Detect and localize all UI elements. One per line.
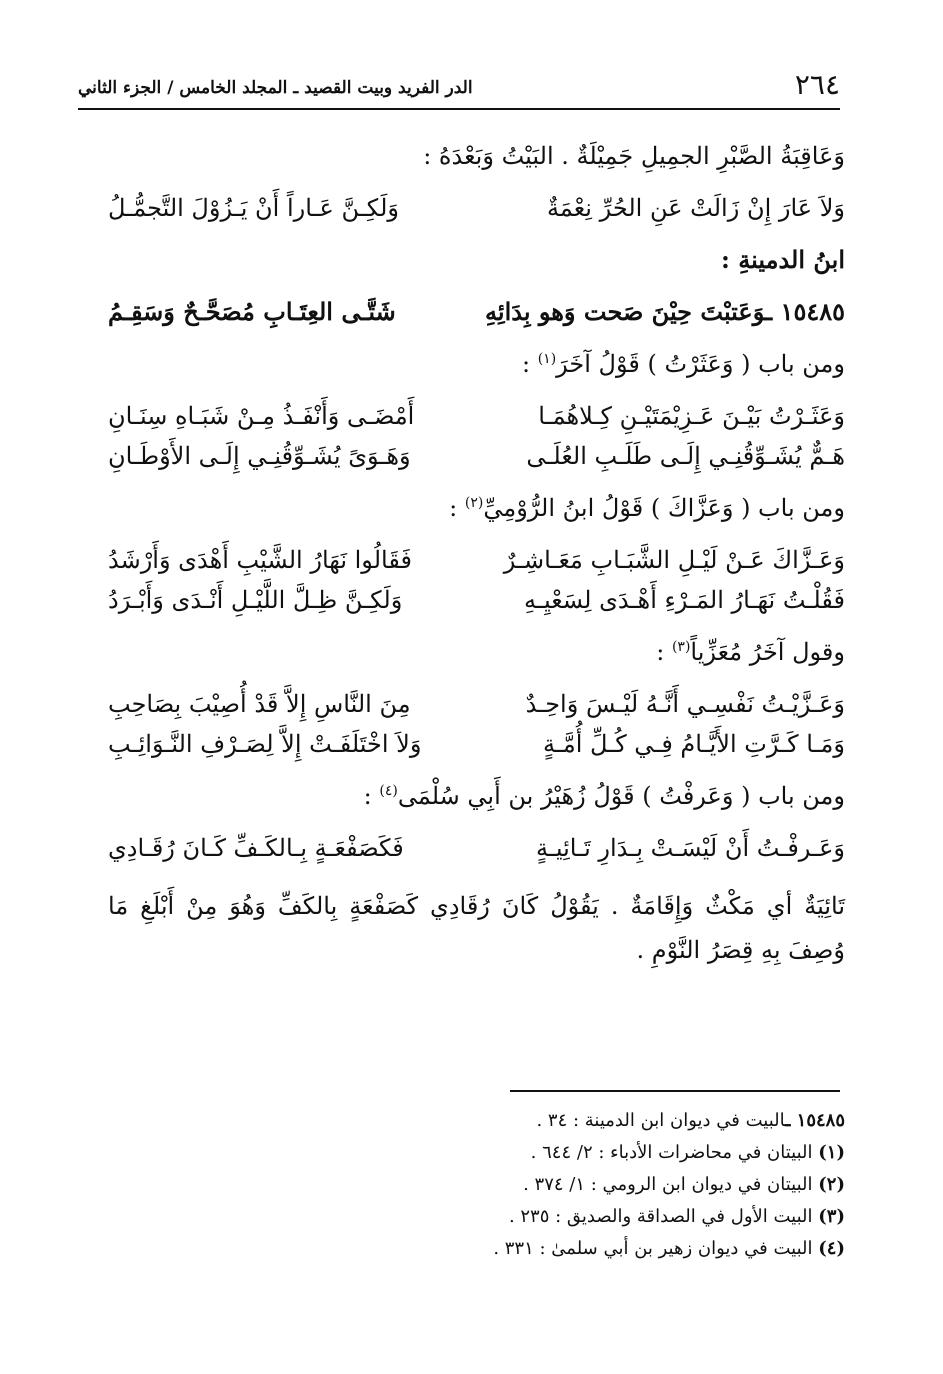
verse-first-hemistich: هَـمٌّ يُشَـوِّقُنِـي إِلَـى طَلَـبِ العُلَـى [526,442,845,470]
header-rule [78,108,840,110]
verse-second-hemistich: وَلاَ اخْتَلَفَـتْ إِلاَّ لِصَـرْفِ النَّـوَائِـبِ [108,730,422,758]
footnote-ref: (٢) [464,495,484,511]
footnote-number: (٤) [818,1238,845,1259]
prose-tail: : [521,350,538,378]
verse-second-hemistich: أَمْضَـى وَأَنْفَـذُ مِـنْ شَبَـاهِ سِنَـانِ [108,402,415,430]
verse-line [108,440,845,472]
footnote-number: (١) [818,1142,845,1163]
verse-first-hemistich: فَقُلْـتُ نَهَـارُ المَـرْءِ أَهْـدَى لِسَعْيِـهِ [524,586,845,614]
verse-second-hemistich: وَلَكِـنَّ ظِـلَّ اللَّيْـلِ أَنْـدَى وَأَبْـرَدُ [108,586,403,614]
verse-second-hemistich: مِنَ النَّاسِ إِلاَّ قَدْ أُصِيْبَ بِصَاحِبِ [108,690,411,718]
verse-first-hemistich [485,296,845,328]
footnote [300,1233,845,1265]
verse-line [108,584,845,616]
footnotes [300,1105,845,1265]
verse-line [108,728,845,760]
verse-line [108,400,845,432]
verse-second-hemistich: فَكَصَفْعَـةٍ بِـالكَـفِّ كَـانَ رُقَـادِي [108,834,404,862]
prose-line [108,780,845,812]
footnote-text: البيتان في محاضرات الأدباء : ٢/ ٦٤٤ . [530,1142,813,1163]
running-title: الدر الفريد وبيت القصيد ـ المجلد الخامس / الجزء الثاني [78,78,473,98]
prose-line [108,636,845,668]
prose-line [108,492,845,524]
page-number: ٢٦٤ [794,68,840,101]
commentary-paragraph: تَائِيَةٌ أي مَكْثٌ وَإِقَامَةٌ . يَقُوْلُ كَانَ رُقَادِي كَصَفْعَةٍ بِالكَفِّ وَهُوَ مِنْ أَبْلَغِ مَا وُصِفَ بِهِ قِصَرُ النَّوْمِ . [108,892,846,964]
poet-heading: ابنُ الدمينةِ : [721,245,845,274]
verse-number: ١٥٤٨٥ ـ [765,297,845,326]
verse-first-hemistich: وَعَثَـرْتُ بَيْـنَ عَـزِيْمَتَيْـنِ كِـلاهُمَـا [538,402,845,430]
footnote-number: (٢) [818,1174,845,1195]
verse-first-hemistich: وَعَـزَّيْـتُ نَفْسِـي أَنَّـهُ لَيْـسَ وَاحِـدٌ [525,690,845,718]
verse-first-hemistich: وَعَـرفْـتُ أَنْ لَيْسَـتْ بِـدَارِ تَـائِيـةٍ [535,834,845,862]
verse-first-hemistich: وَمَـا كَـرَّتِ الأَيَّـامُ فِـي كُـلِّ أُمَّـةٍ [542,730,845,758]
footnote-text: البيتان في ديوان ابن الرومي : ١/ ٣٧٤ . [523,1174,813,1195]
prose-line: وَعَاقِبَةُ الصَّبْرِ الجمِيلِ جَمِيْلَةٌ . البَيْتُ وَبَعْدَهُ : [423,142,845,170]
verse-first-hemistich-text: وَعَتبْتَ حِيْنَ صَحت وَهو بِدَائِهِ [485,297,766,326]
numbered-verse-line [108,296,845,328]
prose-text: ومن باب ( وَعَزَّاكَ ) قَوْلُ ابنُ الرُّوْمِيِّ [483,494,845,522]
verse-second-hemistich: فَقَالُوا نَهَارُ الشَّيْبِ أَهْدَى وَأَرْشَدُ [108,546,412,574]
verse-first-hemistich: وَعَـزَّاكَ عَـنْ لَيْـلِ الشَّبَـابِ مَعَـاشِـرٌ [503,546,845,574]
verse-first-hemistich: وَلاَ عَارَ إِنْ زَالَتْ عَنِ الحُرِّ نِعْمَةٌ [546,194,845,222]
footnote-ref: (٤) [379,783,398,799]
footnote [300,1201,845,1233]
prose-tail: : [449,494,465,522]
page-body [108,140,845,972]
verse-line [108,688,845,720]
footnote [300,1137,845,1169]
verse-line [108,544,845,576]
prose-tail: : [656,638,672,666]
footnote-text: البيت في ديوان زهير بن أبي سلمىٰ : ٣٣١ . [493,1238,813,1259]
prose-text: ومن باب ( وَعَرفْتُ ) قَوْلُ زُهَيْرُ بن أَبِي سُلْمَى [397,782,845,810]
footnote [300,1105,845,1137]
footnote-text: البيت في ديوان ابن الدمينة : ٣٤ . [536,1110,786,1131]
page-header [78,62,840,102]
footnote-number: ١٥٤٨٥ ـ [785,1110,845,1131]
prose-tail: : [363,782,380,810]
verse-second-hemistich: شَتَّـى العِتَـابِ مُصَحَّـحٌ وَسَقِـمُ [108,297,396,326]
prose-text: وقول آخَرُ مُعَزِّياً [690,638,845,666]
footnote [300,1169,845,1201]
verse-line [108,832,845,864]
footnote-ref: (٣) [671,639,691,655]
verse-second-hemistich: وَهَـوَىً يُشَـوِّقُنِـي إِلَـى الأَوْطَـانِ [108,442,411,470]
footnote-ref: (١) [537,351,557,367]
verse-line [108,192,845,224]
footnote-text: البيت الأول في الصداقة والصديق : ٢٣٥ . [508,1206,813,1227]
footnote-number: (٣) [818,1206,845,1227]
footnote-rule [510,1090,840,1092]
prose-line [108,348,845,380]
prose-text: ومن باب ( وَعَثَرْتُ ) قَوْلُ آخَرَ [556,350,845,378]
verse-second-hemistich: وَلَكِـنَّ عَـاراً أَنْ يَـزُوْلَ التَّجمُّـلُ [108,194,399,222]
